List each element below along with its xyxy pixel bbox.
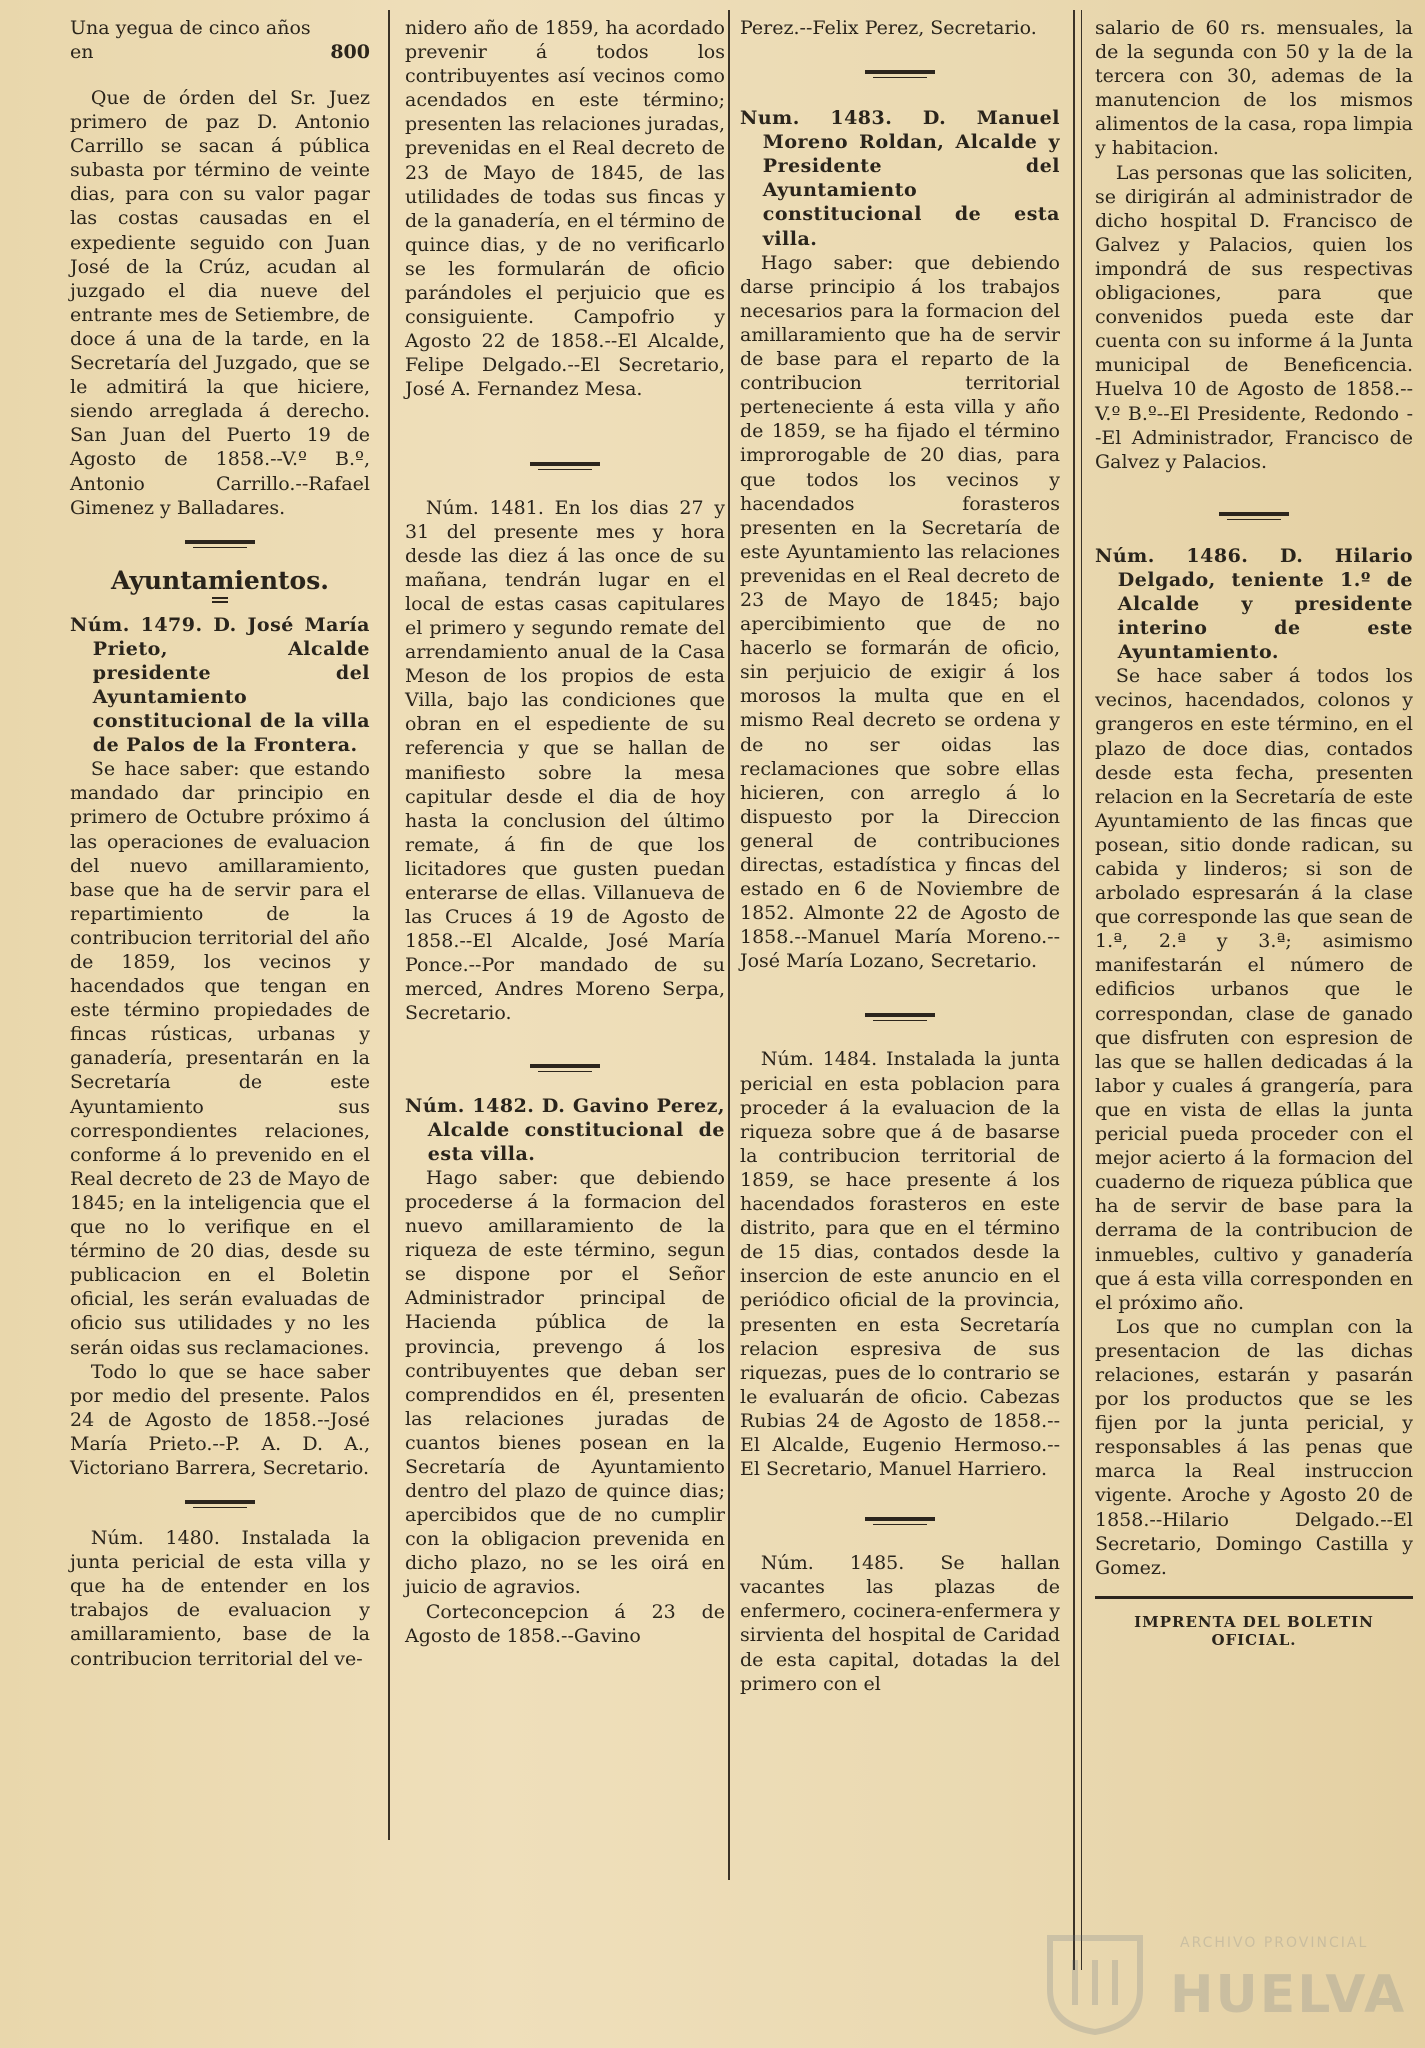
notice-1482-signature: Corteconcepcion á 23 de Agosto de 1858.--Gavino bbox=[405, 1600, 725, 1647]
watermark-small-text: ARCHIVO PROVINCIAL bbox=[1180, 1935, 1369, 1951]
separator-ornament bbox=[865, 70, 935, 74]
column-3 bbox=[740, 16, 1060, 1696]
notice-1485-continued: salario de 60 rs. mensuales, la de la segunda con 50 y la de la tercera con 30, ademas de la manutencion de los mismos alimentos de la casa, ropa limpia y habitacion. bbox=[1095, 17, 1413, 160]
column-4 bbox=[1095, 16, 1413, 1649]
notice-1480: Núm. 1480. Instalada la junta pericial de esta villa y que ha de entender en los trabajos de evaluacion y amillaramiento, base de la contribucion territorial del ve- bbox=[70, 1527, 370, 1670]
column-1 bbox=[70, 16, 370, 1671]
notice-1486-heading: Núm. 1486. D. Hilario Delgado, teniente 1.º de Alcalde y presidente interino de este Ayuntamiento. bbox=[1095, 544, 1413, 664]
separator-ornament bbox=[185, 540, 255, 544]
imprint-rule bbox=[1095, 1596, 1413, 1599]
section-mark bbox=[212, 597, 228, 603]
notice-1486-signature: Los que no cumplan con la presentacion de las dichas relaciones, estarán y pasarán por los productos que se les fijen por la junta pericial, y responsables á las penas que marca la Real instruccion vigente. Aroche y Agosto 20 de 1858.--Hilario Delgado.--El Secretario, Domingo Castilla y Gomez. bbox=[1095, 1315, 1413, 1579]
notice-1483-body: Hago saber: que debiendo darse principio á los trabajos necesarios para la formacion del amillaramiento que ha de servir de base para el reparto de la contribucion territorial perteneciente á esta villa y año de 1859, se ha fijado el término improrogable de 20 dias, para que todos los vecinos y hacendados forasteros presenten en la Secretaría de este Ayuntamiento las relaciones prevenidas en el Real decreto de 23 de Mayo de 1845; bajo apercibimiento que de no hacerlo se formarán de oficio, sin perjuicio de exigir á los morosos la multa que en el mismo Real decreto se ordena y de no ser oidas las reclamaciones que sobre ellas hicieren, con arreglo á lo dispuesto por la Direccion general de contribuciones directas, estadística y fincas del estado en 6 de Noviembre de 1852. Almonte 22 de Agosto de 1858.--Manuel María Moreno.--José María Lozano, Secretario. bbox=[740, 251, 1060, 973]
auction-item-price: 800 bbox=[330, 41, 370, 63]
auction-item-label: Una yegua de cinco años en bbox=[70, 17, 311, 63]
notice-juzgado: Que de órden del Sr. Juez primero de paz D. Antonio Carrillo se sacan á pública subasta por término de veinte dias, para con su valor pagar las costas causadas en el expediente seguido con Juan José de la Crúz, acudan al juzgado el dia nueve del entrante mes de Setiembre, de doce á una de la tarde, en la Secretaría del Juzgado, que se le admitirá la que hiciere, siendo arreglada á derecho. San Juan del Puerto 19 de Agosto de 1858.--V.º B.º, Antonio Carrillo.--Rafael Gimenez y Balladares. bbox=[70, 87, 370, 519]
column-rule bbox=[1081, 10, 1082, 1970]
separator-ornament bbox=[865, 1013, 935, 1017]
notice-1480-continued: nidero año de 1859, ha acordado prevenir á todos los contribuyentes así vecinos como acendados en este término; presenten las relaciones juradas, prevenidas en el Real decreto de 23 de Mayo de 1845, de las utilidades de todas sus fincas y de la ganadería, en el término de quince dias, y de no verificarlo se les formularán de oficio parándoles el perjuicio que es consiguiente. Campofrio y Agosto 22 de 1858.--El Alcalde, Felipe Delgado.--El Secretario, José A. Fernandez Mesa. bbox=[405, 17, 725, 401]
notice-1479-body: Se hace saber: que estando mandado dar principio en primero de Octubre próximo á las operaciones de evaluacion del nuevo amillaramiento, base que ha de servir para el repartimiento de la contribucion territorial del año de 1859, los vecinos y hacendados que tengan en este término propiedades de fincas rústicas, urbanas y ganadería, presentarán en la Secretaría de este Ayuntamiento sus correspondientes relaciones, conforme á lo prevenido en el Real decreto de 23 de Mayo de 1845; en la inteligencia que el que no lo verifique en el término de 20 dias, desde su publicacion en el Boletin oficial, les serán evaluadas de oficio sus utilidades y no les serán oidas sus reclamaciones. bbox=[70, 758, 370, 1359]
notice-1484: Núm. 1484. Instalada la junta pericial en esta poblacion para proceder á la evaluacion de la riqueza sobre que á de basarse la contribucion territorial de 1859, se hace presente á los hacendados forasteros en este distrito, para que en el término de 15 dias, contados desde la insercion de este anuncio en el periódico oficial de la provincia, presenten en esta Secretaría relacion espresiva de sus riquezas, pues de lo contrario se le evaluarán de oficio. Cabezas Rubias 24 de Agosto de 1858.--El Alcalde, Eugenio Hermoso.--El Secretario, Manuel Harriero. bbox=[740, 1048, 1060, 1481]
column-rule bbox=[388, 10, 390, 1840]
notice-1482-heading: Núm. 1482. D. Gavino Perez, Alcalde constitucional de esta villa. bbox=[405, 1094, 725, 1165]
section-title: Ayuntamientos. bbox=[110, 565, 330, 595]
column-rule bbox=[1073, 10, 1075, 1970]
notice-1485: Núm. 1485. Se hallan vacantes las plazas de enfermero, cocinera-enfermera y sirvienta del hospital de Caridad de esta capital, dotadas la del primero con el bbox=[740, 1552, 1060, 1695]
notice-1479-heading: Núm. 1479. D. José María Prieto, Alcalde presidente del Ayuntamiento constitucional de la villa de Palos de la Frontera. bbox=[70, 613, 370, 757]
separator-ornament bbox=[1219, 512, 1289, 516]
notice-1481: Núm. 1481. En los dias 27 y 31 del presente mes y hora desde las diez á las once de su mañana, tendrán lugar en el local de estas casas capitulares el primero y segundo remate del arrendamiento anual de la Casa Meson de los propios de esta Villa, bajo las condiciones que obran en el espediente de su referencia y que se hallan de manifiesto sobre la mesa capitular desde el dia de hoy hasta la conclusion del último remate, á fin de que los licitadores que gusten puedan enterarse de ellas. Villanueva de las Cruces á 19 de Agosto de 1858.--El Alcalde, José María Ponce.--Por mandado de su merced, Andres Moreno Serpa, Secretario. bbox=[405, 496, 725, 1025]
notice-1482-body: Hago saber: que debiendo procederse á la formacion del nuevo amillaramiento de la riqueza de este término, segun se dispone por el Señor Administrador principal de Hacienda pública de la provincia, prevengo á los contribuyentes que deban ser comprendidos en él, presenten las relaciones juradas de cuantos bienes posean en la Secretaría de Ayuntamiento dentro del plazo de quince dias; apercibidos que de no cumplir con la obligacion prevenida en dicho plazo, no se les oirá en juicio de agravios. bbox=[405, 1166, 725, 1599]
auction-item bbox=[70, 16, 370, 64]
separator-ornament bbox=[530, 1064, 600, 1068]
notice-1485-applicants: Las personas que las soliciten, se dirigirán al administrador de dicho hospital D. Francisco de Galvez y Palacios, quien los impondrá de sus respectivas obligaciones, para que convenidos pueda este dar cuenta con su informe á la Junta municipal de Beneficencia. Huelva 10 de Agosto de 1858.--V.º B.º--El Presidente, Redondo --El Administrador, Francisco de Galvez y Palacios. bbox=[1095, 161, 1413, 473]
separator-ornament bbox=[530, 462, 600, 466]
column-2 bbox=[405, 16, 725, 1648]
notice-1483-heading: Num. 1483. D. Manuel Moreno Roldan, Alcalde y Presidente del Ayuntamiento constitucional de esta villa. bbox=[740, 107, 1060, 250]
notice-1486-body: Se hace saber á todos los vecinos, hacendados, colonos y grangeros en este término, en el plazo de doce dias, contados desde esta fecha, presenten relacion en la Secretaría de este Ayuntamiento de las fincas que posean, sitio donde radican, su cabida y linderos; si son de arbolado espresarán á la clase que corresponde las que sean de 1.ª, 2.ª y 3.ª; asimismo manifestarán el número de edificios urbanos que le correspondan, clase de ganado que disfruten con espresion de las que se hallen dedicadas á la labor y cuales á grangería, para que en vista de ellas la junta pericial pueda proceder con el mejor acierto á la formacion del cuaderno de riqueza pública que ha de servir de base para la derrama de la contribucion de inmuebles, cultivo y ganadería que á esta villa corresponden en el próximo año. bbox=[1095, 665, 1413, 1314]
column-rule bbox=[728, 10, 730, 1880]
archive-watermark bbox=[1030, 1925, 1420, 2040]
separator-ornament bbox=[865, 1517, 935, 1521]
watermark-text: HUELVA bbox=[1170, 1965, 1407, 2025]
notice-1479-signature: Todo lo que se hace saber por medio del presente. Palos 24 de Agosto de 1858.--José María Prieto.--P. A. D. A., Victoriano Barrera, Secretario. bbox=[70, 1360, 370, 1479]
archive-shield-icon bbox=[1040, 1930, 1150, 2035]
printer-imprint: IMPRENTA DEL BOLETIN OFICIAL. bbox=[1134, 1612, 1374, 1649]
separator-ornament bbox=[185, 1500, 255, 1504]
notice-1482-continued: Perez.--Felix Perez, Secretario. bbox=[740, 17, 1037, 39]
